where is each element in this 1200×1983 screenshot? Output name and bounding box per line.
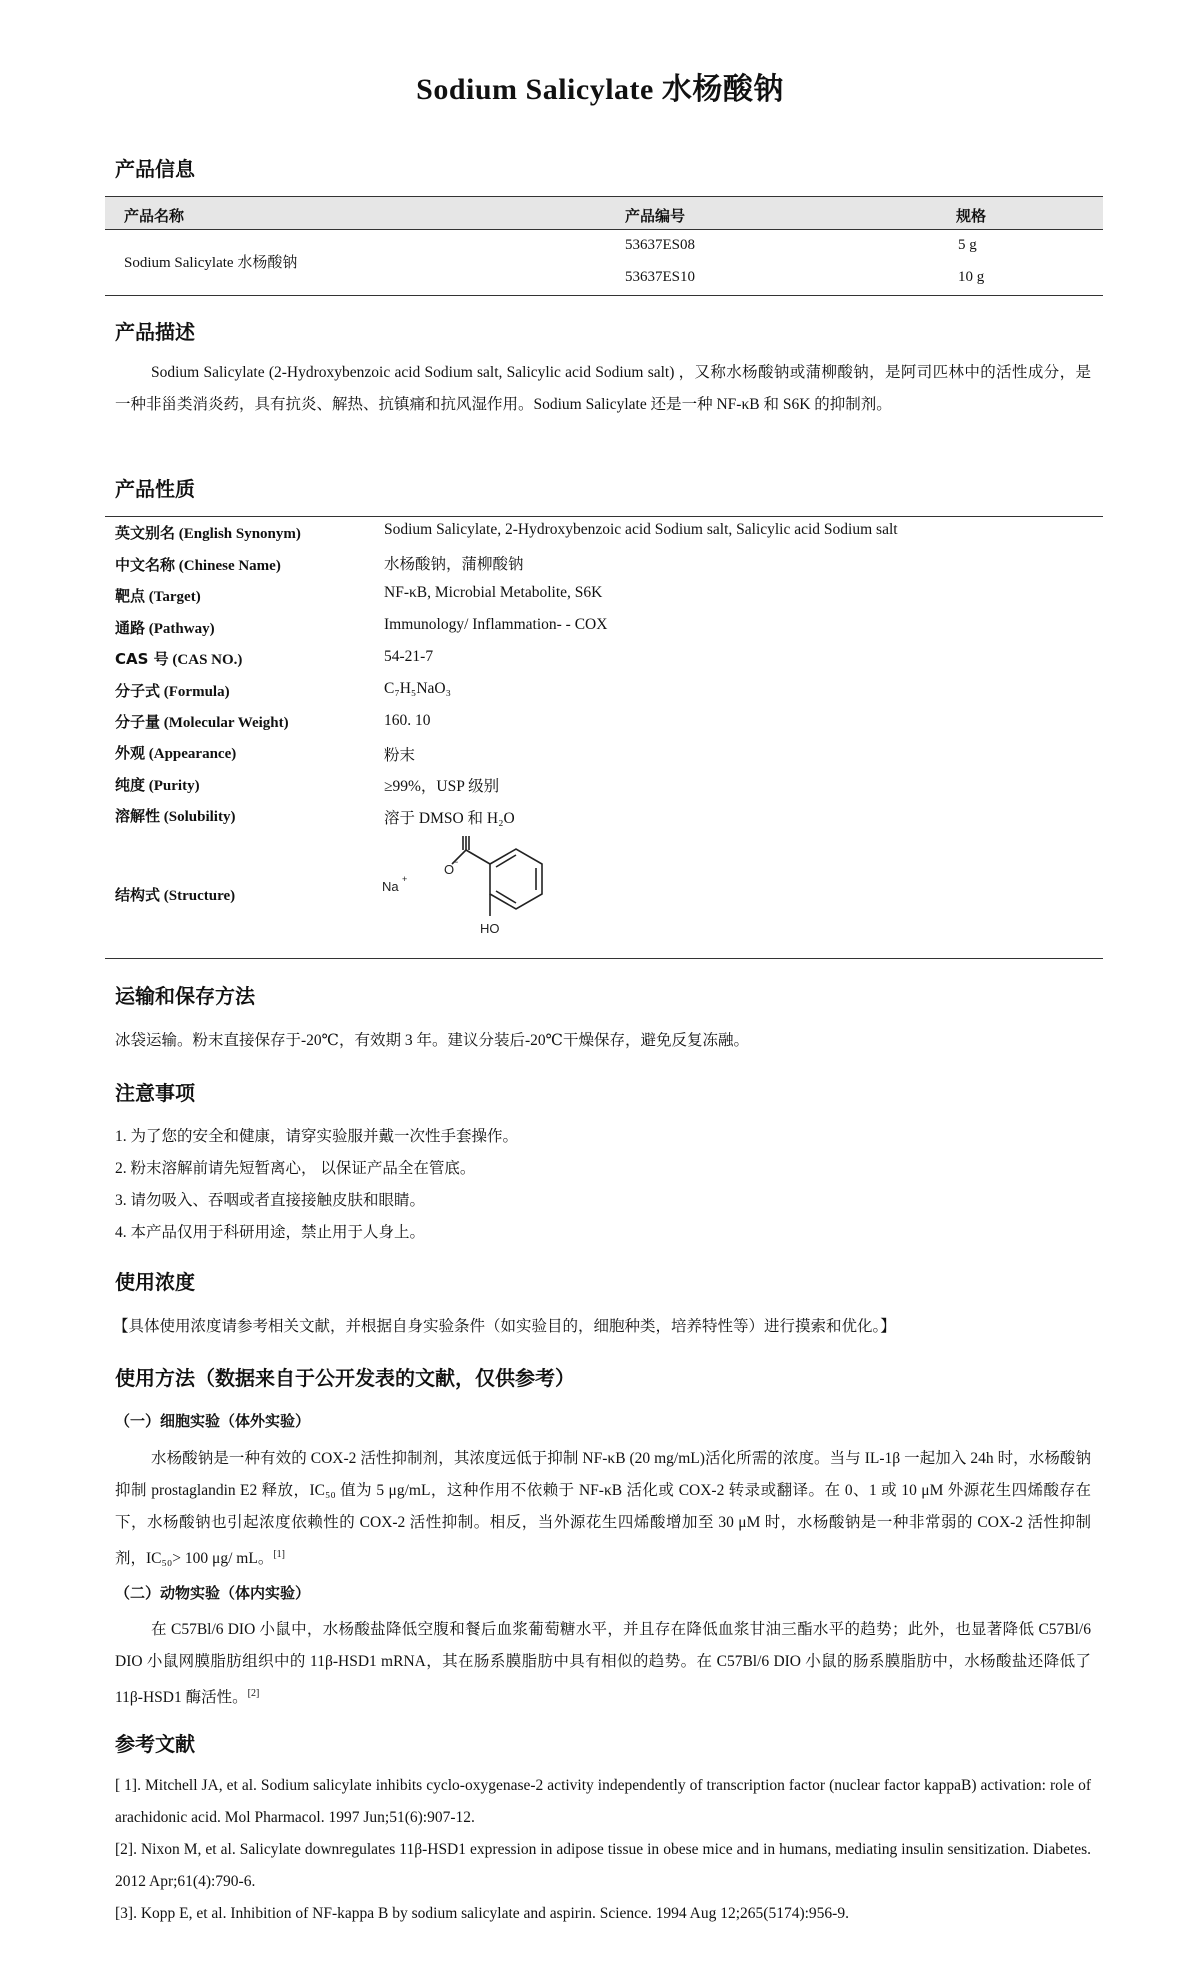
page-title: Sodium Salicylate 水杨酸钠 <box>416 73 784 106</box>
prop-label-solubility: 溶解性 (Solubility) <box>115 807 236 825</box>
prop-label-target: 靶点 (Target) <box>115 587 201 605</box>
prop-value-mw: 160. 10 <box>384 712 431 729</box>
prop-label-synonym: 英文别名 (English Synonym) <box>115 524 301 542</box>
list-item: 1. 为了您的安全和健康，请穿实验服并戴一次性手套操作。 <box>115 1128 519 1145</box>
table-bottom-rule <box>105 295 1103 296</box>
prop-label-cas: CAS 号 (CAS NO.) <box>115 650 243 668</box>
section-heading-conc: 使用浓度 <box>115 1270 195 1294</box>
section-heading-refs: 参考文献 <box>115 1732 195 1756</box>
table-header-band <box>105 197 1103 229</box>
description-text: Sodium Salicylate (2-Hydroxybenzoic acid Sodium salt, Salicylic acid Sodium salt) ，又称水杨酸钠或蒲柳酸钠，是阿司匹林中的活性成分，是一种非甾类消炎药，具有抗炎、解热、抗镇痛和抗风湿作用。Sodium Salicylate 还是一种 NF-κB 和 S6K 的抑制剂。 <box>115 364 1091 413</box>
prop-value-purity: ≥99%，USP 级别 <box>384 778 500 795</box>
atom-hydroxyl: HO <box>480 921 500 936</box>
prop-label-pathway: 通路 (Pathway) <box>115 619 215 637</box>
subheading-animal-experiment: （二）动物实验（体内实验） <box>115 1584 311 1602</box>
table-row-spec: 5 g <box>958 237 977 253</box>
table-row-spec: 10 g <box>958 269 985 285</box>
prop-value-cas: 54-21-7 <box>384 648 434 665</box>
list-item: 3. 请勿吸入、吞咽或者直接接触皮肤和眼睛。 <box>115 1192 426 1209</box>
prop-label-structure: 结构式 (Structure) <box>115 886 236 904</box>
concentration-note: 【具体使用浓度请参考相关文献，并根据自身实验条件（如实验目的，细胞种类，培养特性等）进行摸索和优化。】 <box>113 1318 896 1335</box>
reference-item: [ 1]. Mitchell JA, et al. Sodium salicylate inhibits cyclo-oxygenase-2 activity independently of transcription factor (nuclear factor kappaB) activation: role of arachidonic acid. Mol Pharmacol. 1997 Jun;51(6):907-12. <box>115 1777 1091 1826</box>
prop-label-formula: 分子式 (Formula) <box>115 682 230 700</box>
section-heading-notes: 注意事项 <box>115 1081 195 1105</box>
table-row-code: 53637ES10 <box>625 269 696 285</box>
props-bottom-rule <box>105 958 1103 959</box>
prop-value-formula: C₇H₅NaO₃ <box>384 680 452 697</box>
list-item: 2. 粉末溶解前请先短暂离心， 以保证产品全在管底。 <box>115 1160 476 1177</box>
product-name-cell: Sodium Salicylate 水杨酸钠 <box>124 255 298 271</box>
prop-value-target: NF-κB, Microbial Metabolite, S6K <box>384 584 603 601</box>
prop-label-mw: 分子量 (Molecular Weight) <box>115 713 289 731</box>
section-heading-desc: 产品描述 <box>115 320 195 344</box>
prop-label-chinese-name: 中文名称 (Chinese Name) <box>115 556 281 574</box>
prop-value-chinese-name: 水杨酸钠，蒲柳酸钠 <box>384 556 524 573</box>
prop-label-purity: 纯度 (Purity) <box>115 776 200 794</box>
section-heading-storage: 运输和保存方法 <box>115 984 255 1008</box>
col-header-code: 产品编号 <box>625 207 686 225</box>
table-row-code: 53637ES08 <box>625 237 696 253</box>
reference-item: [2]. Nixon M, et al. Salicylate downregulates 11β-HSD1 expression in adipose tissue in obese mice and in humans, mediating insulin sensitization. Diabetes. 2012 Apr;61(4):790-6. <box>115 1841 1091 1890</box>
prop-value-synonym: Sodium Salicylate, 2-Hydroxybenzoic acid Sodium salt, Salicylic acid Sodium salt <box>384 521 898 538</box>
cell-experiment-text: 水杨酸钠是一种有效的 COX-2 活性抑制剂，其浓度远低于抑制 NF-κB (20 mg/mL)活化所需的浓度。当与 IL-1β 一起加入 24h 时，水杨酸钠抑制 prostaglandin E2 释放，IC₅₀ 值为 5 μg/mL，这种作用不依赖于 NF-κB 活化或 COX-2 转录或翻译。在 0、1 或 10 μM 外源花生四烯酸存在下，水杨酸钠也引起浓度依赖性的 COX-2 活性抑制。相反，当外源花生四烯酸增加至 30 μM 时，水杨酸钠是一种非常弱的 COX-2 活性抑制剂，IC₅₀> 100 μg/ mL。[1] <box>115 1450 1091 1568</box>
prop-label-appearance: 外观 (Appearance) <box>115 744 237 762</box>
subheading-cell-experiment: （一）细胞实验（体外实验） <box>115 1412 311 1430</box>
atom-o-top <box>461 836 471 837</box>
section-heading-usage: 使用方法（数据来自于公开发表的文献，仅供参考） <box>115 1366 575 1390</box>
animal-experiment-text: 在 C57Bl/6 DIO 小鼠中，水杨酸盐降低空腹和餐后血浆葡萄糖水平，并且存在降低血浆甘油三酯水平的趋势；此外，也显著降低 C57Bl/6 DIO 小鼠网膜脂肪组织中的 11β-HSD1 mRNA，其在肠系膜脂肪中具有相似的趋势。在 C57Bl/6 DIO 小鼠的肠系膜脂肪中，水杨酸盐还降低了 11β-HSD1 酶活性。[2] <box>115 1621 1091 1707</box>
section-heading-props: 产品性质 <box>115 477 195 501</box>
prop-value-solubility: 溶于 DMSO 和 H₂O <box>384 810 515 827</box>
citation-2: [2] <box>247 1688 260 1699</box>
atom-o-minus: O <box>444 862 455 877</box>
props-top-rule <box>105 516 1103 517</box>
col-header-spec: 规格 <box>956 207 987 225</box>
col-header-name: 产品名称 <box>124 207 185 225</box>
section-heading-info: 产品信息 <box>115 157 195 181</box>
minus-charge: − <box>453 857 459 867</box>
plus-charge: + <box>402 874 408 884</box>
storage-text: 冰袋运输。粉末直接保存于-20℃，有效期 3 年。建议分装后-20℃干燥保存，避免反复冻融。 <box>115 1032 750 1049</box>
sodium-salicylate-structure-diagram <box>380 836 600 946</box>
chemical-structure <box>380 836 600 951</box>
list-item: 4. 本产品仅用于科研用途，禁止用于人身上。 <box>115 1224 426 1241</box>
prop-value-pathway: Immunology/ Inflammation- - COX <box>384 616 608 633</box>
atom-sodium: Na <box>382 879 399 894</box>
reference-item: [3]. Kopp E, et al. Inhibition of NF-kappa B by sodium salicylate and aspirin. Science. 1994 Aug 12;265(5174):956-9. <box>115 1905 849 1922</box>
prop-value-appearance: 粉末 <box>384 747 416 764</box>
table-header-rule <box>105 229 1103 230</box>
citation-1: [1] <box>273 1549 285 1560</box>
